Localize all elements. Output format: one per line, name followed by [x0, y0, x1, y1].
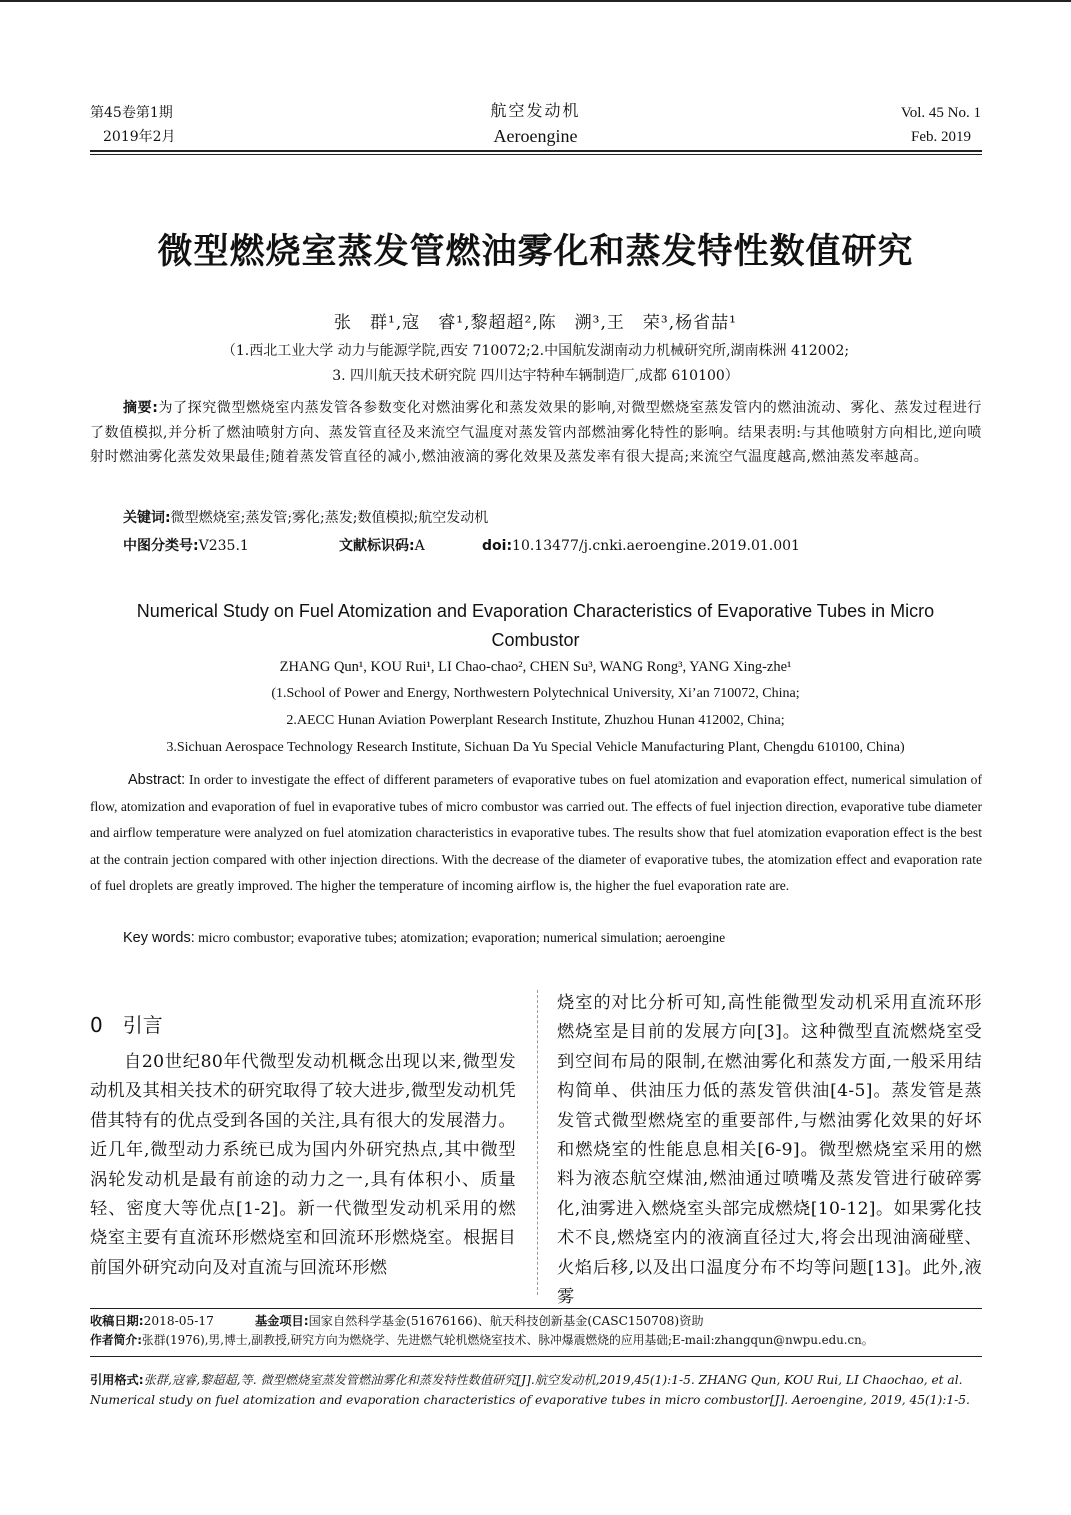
doc-code-label: 文献标识码:	[339, 538, 415, 554]
header-journal-en: Aeroengine	[493, 126, 578, 146]
author-value: 张群(1976),男,博士,副教授,研究方向为燃烧学、先进燃气轮机燃烧室技术、脉冲爆震燃烧的应用基础;E-mail:zhangqun@nwpu.edu.cn。	[141, 1333, 874, 1347]
clc-value: V235.1	[198, 538, 249, 554]
header-rule-thick	[90, 150, 982, 152]
top-border	[0, 0, 1071, 2]
citation-rule	[90, 1356, 982, 1357]
affiliation-en-line-2: 2.AECC Hunan Aviation Powerplant Research Institute, Zhuzhou Hunan 412002, China;	[286, 713, 785, 728]
doi	[482, 536, 800, 556]
body-column-right	[557, 989, 982, 1312]
abstract-cn	[90, 396, 982, 470]
received-label: 收稿日期:	[90, 1314, 144, 1328]
body-column-left	[90, 1048, 516, 1283]
footnote-author	[90, 1331, 982, 1350]
fund-value: 国家自然科学基金(51676166)、航天科技创新基金(CASC150708)资助	[308, 1314, 704, 1328]
authors-en: ZHANG Qun¹, KOU Rui¹, LI Chao-chao², CHEN Su³, WANG Rong³, YANG Xing-zhe¹	[279, 659, 792, 675]
keywords-en-label: Key words:	[123, 930, 195, 946]
keywords-cn-text: 微型燃烧室;蒸发管;雾化;蒸发;数值模拟;航空发动机	[170, 510, 489, 526]
body-paragraph-2: 烧室的对比分析可知,高性能微型发动机采用直流环形燃烧室是目前的发展方向[3]。这种微型直流燃烧室受到空间布局的限制,在燃油雾化和蒸发方面,一般采用结构简单、供油压力低的蒸发管供油[4-5]。蒸发管是蒸发管式微型燃烧室的重要部件,与燃油雾化效果的好坏和燃烧室的性能息息相关[6-9]。微型燃烧室采用的燃料为液态航空煤油,燃油通过喷嘴及蒸发管进行破碎雾化,油雾进入燃烧室头部完成燃烧[10-12]。如果雾化技术不良,燃烧室内的液滴直径过大,将会出现油滴碰壁、火焰后移,以及出口温度分布不均等问题[13]。此外,液雾	[557, 993, 982, 1308]
author-label: 作者简介:	[90, 1333, 142, 1347]
authors-cn: 张 群¹,寇 睿¹,黎超超²,陈 溯³,王 荣³,杨省喆¹	[334, 313, 737, 333]
affiliation-en-line-3: 3.Sichuan Aerospace Technology Research Institute, Sichuan Da Yu Special Vehicle Manufacturing Plant, Chengdu 610100, China)	[166, 740, 905, 755]
paper-title-en: Numerical Study on Fuel Atomization and Evaporation Characteristics of Evaporative Tubes in Micro Combustor	[136, 601, 935, 650]
affiliation-cn-line-2: 3. 四川航天技术研究院 四川达宇特种车辆制造厂,成都 610100）	[332, 368, 739, 384]
doi-label: doi:	[482, 538, 513, 554]
clc-label: 中图分类号:	[123, 538, 199, 554]
fund-label: 基金项目:	[255, 1314, 309, 1328]
footnote-rule	[90, 1308, 982, 1309]
keywords-cn-label: 关键词:	[123, 510, 171, 526]
citation	[90, 1370, 982, 1410]
header-rule-thin	[90, 154, 982, 155]
doc-code	[339, 536, 425, 556]
keywords-en	[123, 928, 725, 948]
keywords-en-text: micro combustor; evaporative tubes; atomization; evaporation; numerical simulation; aeroengine	[198, 930, 726, 945]
affiliation-en-line-1: (1.School of Power and Energy, Northwestern Polytechnical University, Xi’an 710072, China;	[271, 686, 800, 701]
classification-row	[123, 536, 249, 556]
footnote-fund	[255, 1312, 955, 1331]
abstract-en	[90, 767, 982, 900]
citation-text: 张群,寇睿,黎超超,等. 微型燃烧室蒸发管燃油雾化和蒸发特性数值研究[J].航空发动机,2019,45(1):1-5. ZHANG Qun, KOU Rui, LI Chaochao, et al. Numerical study on fuel atomization and evaporation characteristics of evaporative tubes in micro combustor[J]. Aeroengine, 2019, 45(1):1-5.	[90, 1373, 970, 1407]
keywords-cn	[123, 508, 488, 528]
abstract-en-text: In order to investigate the effect of different parameters of evaporative tubes on fuel atomization and evaporation effect, numerical simulation of flow, atomization and evaporation of fuel in evaporative tubes of micro combustor was carried out. The effects of fuel injection direction, evaporative tube diameter and airflow temperature were analyzed on fuel atomization characteristics in evaporative tubes. The results show that fuel atomization evaporation effect is the best at the contrain jection compared with other injection directions. With the decrease of the diameter of evaporative tubes, the atomization effect and evaporation rate of fuel droplets are greatly improved. The higher the temperature of incoming airflow is, the higher the fuel evaporation rate are.	[90, 772, 982, 894]
received-value: 2018-05-17	[143, 1314, 214, 1328]
doc-code-value: A	[414, 538, 425, 554]
doi-value: 10.13477/j.cnki.aeroengine.2019.01.001	[512, 538, 800, 554]
column-divider	[537, 990, 538, 1295]
citation-label: 引用格式:	[90, 1373, 144, 1387]
header-journal-cn: 航空发动机	[490, 101, 581, 120]
header-volume-issue: 第45卷第1期	[90, 105, 173, 121]
body-paragraph-1: 自20世纪80年代微型发动机概念出现以来,微型发动机及其相关技术的研究取得了较大进步,微型发动机凭借其特有的优点受到各国的关注,具有很大的发展潜力。近几年,微型动力系统已成为国内外研究热点,其中微型涡轮发动机是最有前途的动力之一,具有体积小、质量轻、密度大等优点[1-2]。新一代微型发动机采用的燃烧室主要有直流环形燃烧室和回流环形燃烧室。根据目前国外研究动向及对直流与回流环形燃	[90, 1052, 516, 1278]
header-volume-issue-en: Vol. 45 No. 1	[900, 105, 981, 121]
header-date-en: Feb. 2019	[911, 129, 971, 145]
abstract-cn-text: 为了探究微型燃烧室内蒸发管各参数变化对燃油雾化和蒸发效果的影响,对微型燃烧室蒸发管内的燃油流动、雾化、蒸发过程进行了数值模拟,并分析了燃油喷射方向、蒸发管直径及来流空气温度对蒸发管内部燃油雾化特性的影响。结果表明:与其他喷射方向相比,逆向喷射时燃油雾化蒸发效果最佳;随着蒸发管直径的减小,燃油液滴的雾化效果及蒸发率有很大提高;来流空气温度越高,燃油蒸发率越高。	[90, 400, 982, 465]
abstract-cn-label: 摘要:	[123, 400, 159, 416]
section-heading: 0 引言	[90, 1013, 163, 1037]
paper-title-cn: 微型燃烧室蒸发管燃油雾化和蒸发特性数值研究	[157, 232, 914, 272]
affiliation-cn-line-1: （1.西北工业大学 动力与能源学院,西安 710072;2.中国航发湖南动力机械研究所,湖南株洲 412002;	[221, 343, 850, 359]
header-date: 2019年2月	[103, 129, 176, 145]
abstract-en-label: Abstract:	[128, 772, 186, 788]
